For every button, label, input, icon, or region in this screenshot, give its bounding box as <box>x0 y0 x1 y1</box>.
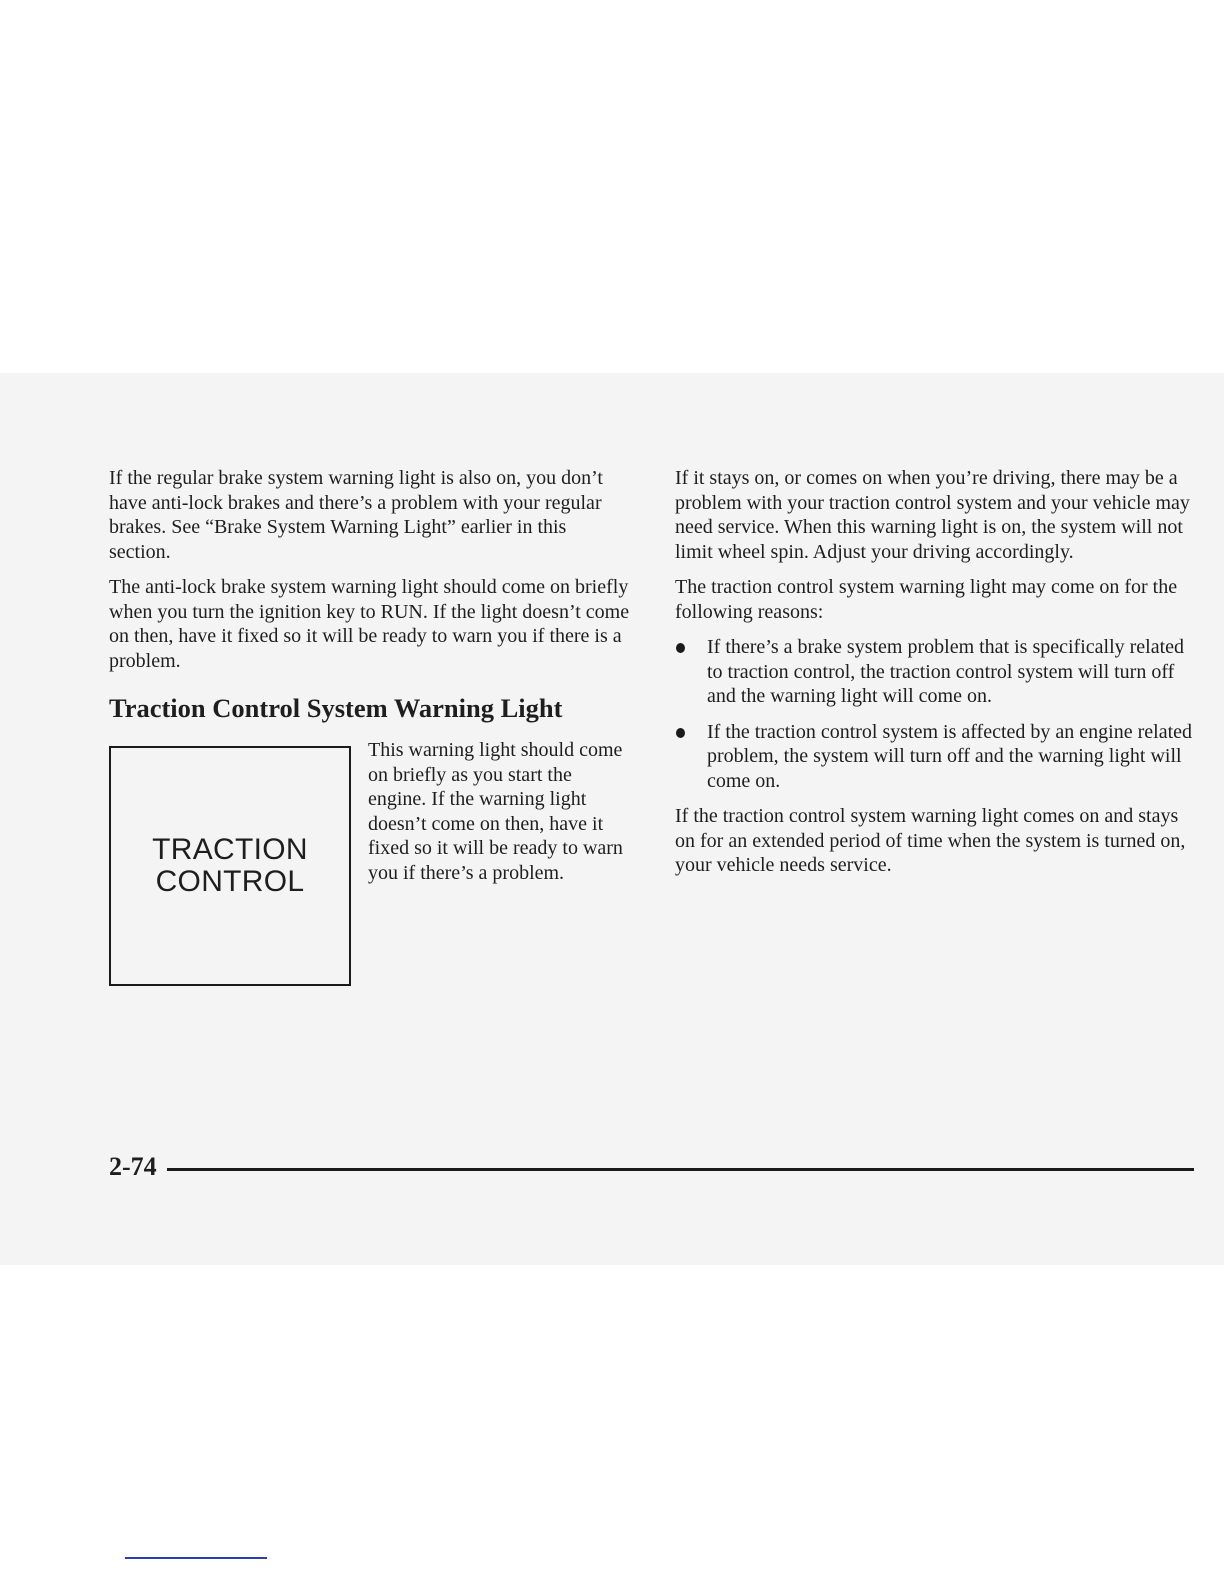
anti-lock-paragraph: The anti-lock brake system warning light should come on briefly when you turn the ignition key to RUN. If the light doesn’t come on then, have it fixed so it will be ready to warn you if there is a problem. <box>109 576 630 672</box>
list-item <box>675 720 1203 794</box>
bottom-divider <box>125 1557 267 1559</box>
list-item <box>675 635 1203 709</box>
service-paragraph: If the traction control system warning light comes on and stays on for an extended period of time when the system is turned on, your vehicle needs service. <box>675 805 1186 876</box>
driving-warning-paragraph: If it stays on, or comes on when you’re driving, there may be a problem with your traction control system and your vehicle may need service. When this warning light is on, the system will not limit wheel spin. Adjust your driving accordingly. <box>675 467 1190 563</box>
warning-light-caption: This warning light should come on briefly as you start the engine. If the warning light doesn’t come on then, have it fixed so it will be ready to warn you if there’s a problem. <box>368 739 623 884</box>
traction-control-warning-light <box>109 746 351 986</box>
warning-light-label <box>152 834 308 898</box>
left-column <box>109 466 631 988</box>
warning-light-line-2: CONTROL <box>155 865 305 898</box>
section-heading: Traction Control System Warning Light <box>109 693 563 723</box>
warning-light-line-1: TRACTION <box>152 833 308 866</box>
footer-rule <box>167 1168 1194 1171</box>
list-item-text: If the traction control system is affected by an engine related problem, the system will turn off and the warning light will come on. <box>707 720 1192 792</box>
page-footer <box>109 1152 1194 1182</box>
reasons-list <box>675 635 1203 793</box>
brake-warning-paragraph: If the regular brake system warning light is also on, you don’t have anti-lock brakes and there’s a problem with your regular brakes. See “Brake System Warning Light” earlier in this section. <box>109 467 603 563</box>
traction-figure <box>109 738 631 988</box>
reasons-intro-paragraph: The traction control system warning light may come on for the following reasons: <box>675 576 1178 623</box>
list-item-text: If there’s a brake system problem that is specifically related to traction control, the traction control system will turn off and the warning light will come on. <box>707 636 1185 707</box>
right-column <box>675 466 1203 889</box>
bullet-icon <box>676 728 685 738</box>
page-number: 2-74 <box>109 1152 157 1181</box>
bullet-icon <box>676 643 685 653</box>
